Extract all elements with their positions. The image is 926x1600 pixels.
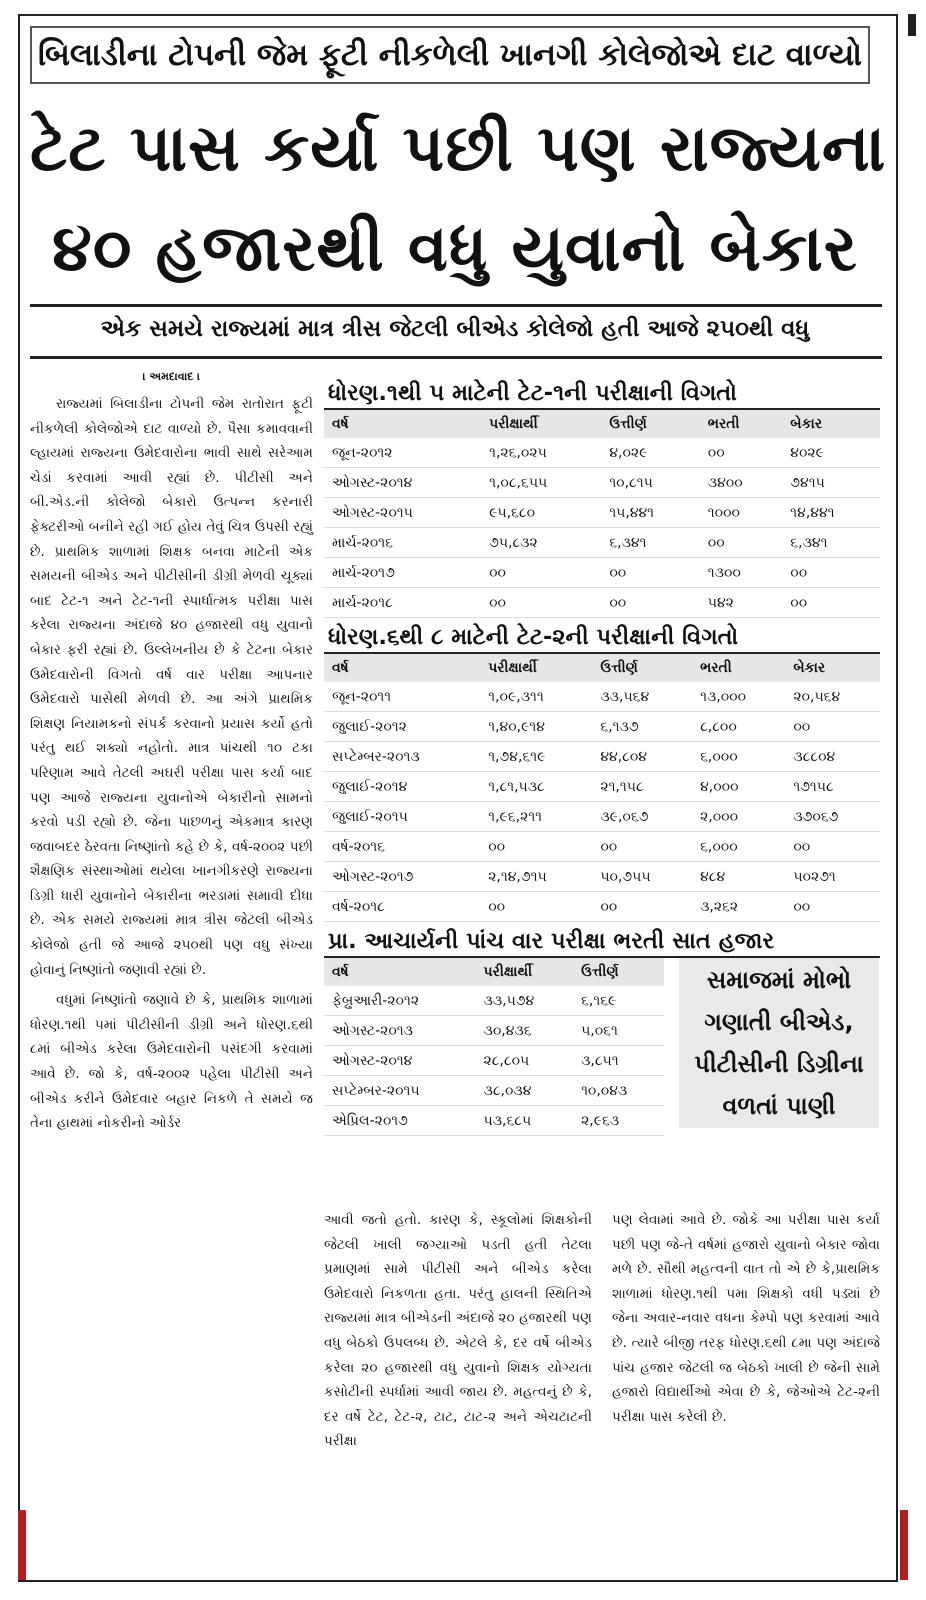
column-header: વર્ષ: [324, 410, 481, 438]
subdeck: એક સમયે રાજ્યમાં માત્ર ત્રીસ જેટલી બીએડ કોલેજો હતી આજે ૨૫૦થી વધુ: [100, 316, 810, 342]
table-row: [324, 742, 880, 772]
kicker: બિલાડીના ટોપની જેમ ફૂટી નીકળેલી ખાનગી કોલેજોએ દાટ વાળ્યો: [30, 26, 870, 84]
body-paragraph: રાજ્યમાં બિલાડીના ટોપની જેમ રાતોરાત ફૂટી નીકળેલી કોલેજોએ દાટ વાળ્યો છે. પૈસા કમાવવાની લ્હાયમાં રાજ્યના ઉમેદવારોના ભાવી સાથે સરેઆમ ચેડાં કરવામાં આવી રહ્યાં છે. પીટીસી અને બી.એડ.ની કોલેજો બેકારો ઉત્પન્ન કરનારી ફેક્ટરીઓ બનીને રહી ગઈ હોય તેવું ચિત્ર ઉપસી રહ્યું છે. પ્રાથમિક શાળામાં શિક્ષક બનવા માટેની એક સમયની બીએડ અને પીટીસીની ડીગ્રી મેળવી ચૂક્યાં બાદ ટેટ-૧ અને ટેટ-૧ની સ્પાર્ધાત્મક પરીક્ષા પાસ કરેલા રાજ્યના અંદાજે ૪૦ હજારથી વધુ યુવાનો બેકાર ફરી રહ્યાં છે. ઉલ્લેખનીય છે કે ટેટના બેકાર ઉમેદવારોની વિગતો વર્ષ વાર પરીક્ષા આપનાર ઉમેદવારો પાસેથી મેળવી છે. આ અંગે પ્રાથમિક શિક્ષણ નિયામકનો સંપર્ક કરવાનો પ્રયાસ કર્યો હતો પરંતુ થઈ શક્યો નહોતો. માત્ર પાંચથી ૧૦ ટકા પરિણામ આવે તેટલી અઘરી પરીક્ષા પાસ કર્યા બાદ પણ આજે રાજ્યના યુવાનોએ બેકારીનો સામનો કરવો પડી રહ્યો છે. જેના પાછળનું એકમાત્ર કારણ જવાબદર ઠેરવતા નિષ્ણાંતો કહે છે કે, વર્ષ-૨૦૦૨ પછી શૈક્ષણિક સંસ્થાઓમાં થયેલા ખાનગીકરણે રાજ્યના ડિગ્રી ધારી યુવાનોને બેકારીના ભરડામાં સમાવી દીધા છે. એક સમયે રાજ્યમાં માત્ર ત્રીસ જેટલી બીએડ કોલેજો હતી જે આજે ૨૫૦થી પણ વધુ સંખ્યા હોવાનું નિષ્ણાંતો જણાવી રહ્યાં છે.: [30, 396, 313, 978]
table-row: [324, 1016, 664, 1046]
column-header: બેકાર: [785, 654, 880, 682]
table-cell: સપ્ટેમ્બર-૨૦૧૩: [324, 742, 480, 772]
table-cell: ૭૫,૮૩૨: [481, 528, 601, 558]
table-cell: ૦૦: [785, 712, 880, 742]
column-header: પરીક્ષાર્થી: [476, 958, 574, 986]
column-header: ભરતી: [692, 654, 785, 682]
table-cell: ૦૦: [601, 558, 699, 588]
table-cell: ૧,૦૮,૬૫૫: [481, 468, 601, 498]
table-cell: એપ્રિલ-૨૦૧૭: [324, 1106, 476, 1136]
table-cell: ૮,૮૦૦: [692, 712, 785, 742]
tet2-table: [324, 654, 880, 922]
table-row: [324, 772, 880, 802]
table-cell: જુલાઈ-૨૦૧૪: [324, 772, 480, 802]
table-row: [324, 1076, 664, 1106]
table-cell: વર્ષ-૨૦૧૬: [324, 832, 480, 862]
headline-line-2: ૪૦ હજારથી વધુ યુવાનો બેકાર: [52, 212, 858, 286]
body-paragraph: વધુમાં નિષ્ણાંતો જણાવે છે કે, પ્રાથમિક શાળામાં ધોરણ.૧થી ૫માં પીટીસીની ડીગ્રી અને ધોરણ.૬થી ૮માં બીએડ કરેલા ઉમેદવારોની પસંદગી કરવામાં આવે છે. જો કે, વર્ષ-૨૦૦૨ પહેલા પીટીસી અને બીએડ કરીને ઉમેદવાર બહાર નિકળે તે સમયે જ તેના હાથમાં નોકરીનો ઓર્ડર: [30, 992, 313, 1132]
table-cell: ૫૩,૬૮૫: [476, 1106, 574, 1136]
table-cell: ૦૦: [480, 892, 592, 922]
table-row: [324, 986, 664, 1016]
table-cell: ૨૧,૧૫૮: [592, 772, 692, 802]
table-cell: ૬,૩૪૧: [601, 528, 699, 558]
table-row: [324, 438, 880, 468]
table-cell: ૦૦: [481, 558, 601, 588]
table-cell: ૦૦: [601, 588, 699, 618]
column-header: ઉત્તીર્ણ: [573, 958, 664, 986]
table-row: [324, 802, 880, 832]
table-cell: ૫૦,૭૫૫: [592, 862, 692, 892]
table-row: [324, 558, 880, 588]
table-cell: ૦૦: [592, 832, 692, 862]
corner-accent-right: [900, 1510, 908, 1580]
rule-bottom: [30, 356, 882, 359]
table-cell: જુલાઈ-૨૦૧૨: [324, 712, 480, 742]
table-row: [324, 862, 880, 892]
body-column: પણ લેવામાં આવે છે. જોકે આ પરીક્ષા પાસ કર્યા પછી પણ જે-તે વર્ષમાં હજારો યુવાનો બેકાર જોવા મળે છે. સૌથી મહત્વની વાત તો એ છે કે,પ્રાથમિક શાળામાં ધોરણ.૧થી ૫મા શિક્ષકો વધી પડ્યાં છે જેના અવાર-નવાર વધના કેમ્પો પણ કરવામાં આવે છે. ત્યારે બીજી તરફ ધોરણ.૬થી ૮મા પણ અંદાજે પાંચ હજાર જેટલી જ બેઠકો ખાલી છે જેની સામે હજારો વિદ્યાર્થીઓ એવા છે કે, જેઓએ ટેટ-૨ની પરીક્ષા પાસ કરેલી છે.: [612, 1212, 880, 1425]
table-cell: ૩,૨૬૨: [692, 892, 785, 922]
table-cell: ૦૦: [480, 832, 592, 862]
table-cell: ૦૦: [700, 528, 783, 558]
table-cell: ઓગસ્ટ-૨૦૧૪: [324, 1046, 476, 1076]
table-cell: ૩૪૦૦: [700, 468, 783, 498]
bottom-columns: [324, 1208, 880, 1454]
table-cell: ૦૦: [782, 558, 880, 588]
table-row: [324, 892, 880, 922]
table-cell: ૧૦,૮૧૫: [601, 468, 699, 498]
corner-accent-left: [18, 1510, 26, 1580]
dateline: । અમદાવાદ ।: [142, 370, 201, 383]
table-cell: ૧૫,૪૪૧: [601, 498, 699, 528]
table-cell: ૧,૭૪,૬૧૯: [480, 742, 592, 772]
table-cell: ૪,૦૦૦: [692, 772, 785, 802]
callout-line: વળતાં પાણી: [722, 1092, 836, 1120]
table-cell: વર્ષ-૨૦૧૮: [324, 892, 480, 922]
table-title: ધોરણ.૬થી ૮ માટેની ટેટ-૨ની પરીક્ષાની વિગતો: [324, 622, 880, 654]
table-cell: ૩૦,૪૩૬: [476, 1016, 574, 1046]
table-title: ધોરણ.૧થી ૫ માટેની ટેટ-૧ની પરીક્ષાની વિગતો: [324, 378, 880, 410]
table-cell: ૫૦૨૭૧: [785, 862, 880, 892]
table-cell: ૬,૧૩૭: [592, 712, 692, 742]
table-cell: ઓગસ્ટ-૨૦૧૩: [324, 1016, 476, 1046]
table-cell: માર્ચ-૨૦૧૮: [324, 588, 481, 618]
callout-box: [679, 958, 879, 1128]
column-header: ઉત્તીર્ણ: [601, 410, 699, 438]
column-header: પરીક્ષાર્થી: [480, 654, 592, 682]
table-row: [324, 712, 880, 742]
table-row: [324, 528, 880, 558]
column-header: વર્ષ: [324, 958, 476, 986]
table-row: [324, 588, 880, 618]
table-cell: ૫૪૨: [700, 588, 783, 618]
table-cell: જુલાઈ-૨૦૧૫: [324, 802, 480, 832]
table-cell: ૧,૦૯,૩૧૧: [480, 682, 592, 712]
table-cell: માર્ચ-૨૦૧૬: [324, 528, 481, 558]
table-cell: ૬,૦૦૦: [692, 742, 785, 772]
table-cell: ૧,૪૦,૯૧૪: [480, 712, 592, 742]
table-cell: સપ્ટેમ્બર-૨૦૧૫: [324, 1076, 476, 1106]
column-header: બેકાર: [782, 410, 880, 438]
table-cell: જૂન-૨૦૧૨: [324, 438, 481, 468]
table-cell: ૦૦: [785, 832, 880, 862]
table-row: [324, 1046, 664, 1076]
table-cell: ૦૦: [700, 438, 783, 468]
table-cell: ૬,૦૦૦: [692, 832, 785, 862]
table-cell: ૨૮,૮૦૫: [476, 1046, 574, 1076]
table-cell: ૧,૮૧,૫૩૮: [480, 772, 592, 802]
column-header: ઉત્તીર્ણ: [592, 654, 692, 682]
column-header: ભરતી: [700, 410, 783, 438]
left-column: [30, 370, 313, 1142]
column-header: પરીક્ષાર્થી: [481, 410, 601, 438]
table-cell: ૬,૩૪૧: [782, 528, 880, 558]
table-cell: જૂન-૨૦૧૧: [324, 682, 480, 712]
table-row: [324, 832, 880, 862]
tet1-table: [324, 410, 880, 618]
table-cell: ૭૪૧૫: [782, 468, 880, 498]
table-cell: ૧૦,૦૪૩: [573, 1076, 664, 1106]
table-cell: ૨,૧૪,૭૧૫: [480, 862, 592, 892]
table-cell: ૧૪,૪૪૧: [782, 498, 880, 528]
table-cell: ૨,૯૬૩: [573, 1106, 664, 1136]
table-cell: ૧૭૧૫૮: [785, 772, 880, 802]
table-cell: ૨૦,૫૬૪: [785, 682, 880, 712]
table-row: [324, 682, 880, 712]
table-cell: ૩૭૦૬૭: [785, 802, 880, 832]
principal-table: [324, 958, 664, 1136]
tables-column: [324, 378, 880, 1136]
table-cell: ૧૦૦૦: [700, 498, 783, 528]
body-column: આવી જતો હતો. કારણ કે, સ્કૂલોમાં શિક્ષકોની જેટલી ખાલી જગ્યાઓ પડતી હતી તેટલા પ્રમાણમાં સામે પીટીસી અને બીએડ કરેલા ઉમેદવારો નિકળતા હતા. પરંતુ હાલની સ્થિતિએ રાજ્યમાં માત્ર બીએડની અંદાજે ૨૦ હજારથી પણ વધુ બેઠકો ઉપલબ્ધ છે. એટલે કે, દર વર્ષે બીએડ કરેલા ૨૦ હજારથી વધુ યુવાનો શિક્ષક યોગ્યતા કસોટીની સ્પર્ધામાં આવી જાય છે. મહત્વનું છે કે, દર વર્ષે ટેટ, ટેટ-૨, ટાટ, ટાટ-૨ અને એચટાટની પરીક્ષા: [324, 1212, 592, 1450]
table-cell: માર્ચ-૨૦૧૭: [324, 558, 481, 588]
table-row: [324, 468, 880, 498]
table-cell: ૩૩,૫૭૪: [476, 986, 574, 1016]
headline-line-1: ટેટ પાસ કર્યા પછી પણ રાજ્યના: [30, 112, 887, 186]
callout-line: પીટીસીની ડિગ્રીના: [694, 1050, 864, 1078]
callout-line: સમાજમાં મોભો: [706, 966, 852, 994]
callout-line: ગણાતી બીએડ,: [704, 1008, 854, 1036]
table-cell: ૩૮,૦૩૪: [476, 1076, 574, 1106]
table-cell: ૧,૯૬,૨૧૧: [480, 802, 592, 832]
table-cell: ૪૮૪: [692, 862, 785, 892]
table-cell: ૦૦: [592, 892, 692, 922]
table-cell: ૩૯,૦૬૭: [592, 802, 692, 832]
table-cell: ૪૪,૮૦૪: [592, 742, 692, 772]
table-cell: ૩,૮૫૧: [573, 1046, 664, 1076]
table-cell: ઓગસ્ટ-૨૦૧૭: [324, 862, 480, 892]
table-cell: ૧૩,૦૦૦: [692, 682, 785, 712]
table-cell: ૦૦: [481, 588, 601, 618]
table-cell: ૪૦૨૯: [782, 438, 880, 468]
table-cell: ૧૩૦૦: [700, 558, 783, 588]
table-cell: ઓગસ્ટ-૨૦૧૫: [324, 498, 481, 528]
table-cell: ઓગસ્ટ-૨૦૧૪: [324, 468, 481, 498]
table-cell: ૦૦: [782, 588, 880, 618]
table-cell: ૫,૦૬૧: [573, 1016, 664, 1046]
table-cell: ૦૦: [785, 892, 880, 922]
table-cell: ફેબ્રુઆરી-૨૦૧૨: [324, 986, 476, 1016]
table-cell: ૨,૦૦૦: [692, 802, 785, 832]
table-row: [324, 498, 880, 528]
table-cell: ૧,૨૬,૦૨૫: [481, 438, 601, 468]
table-title: પ્રા. આચાર્યની પાંચ વાર પરીક્ષા ભરતી સાત હજાર: [324, 926, 880, 958]
table-cell: ૩૮૮૦૪: [785, 742, 880, 772]
table-row: [324, 1106, 664, 1136]
table-cell: ૬,૧૬૯: [573, 986, 664, 1016]
table-cell: ૩૩,૫૬૪: [592, 682, 692, 712]
principal-table-wrap: [324, 958, 880, 1136]
table-cell: ૯૫,૬૮૦: [481, 498, 601, 528]
column-header: વર્ષ: [324, 654, 480, 682]
table-cell: ૪,૦૨૯: [601, 438, 699, 468]
rule-top: [30, 304, 882, 307]
corner-mark: [908, 14, 916, 36]
